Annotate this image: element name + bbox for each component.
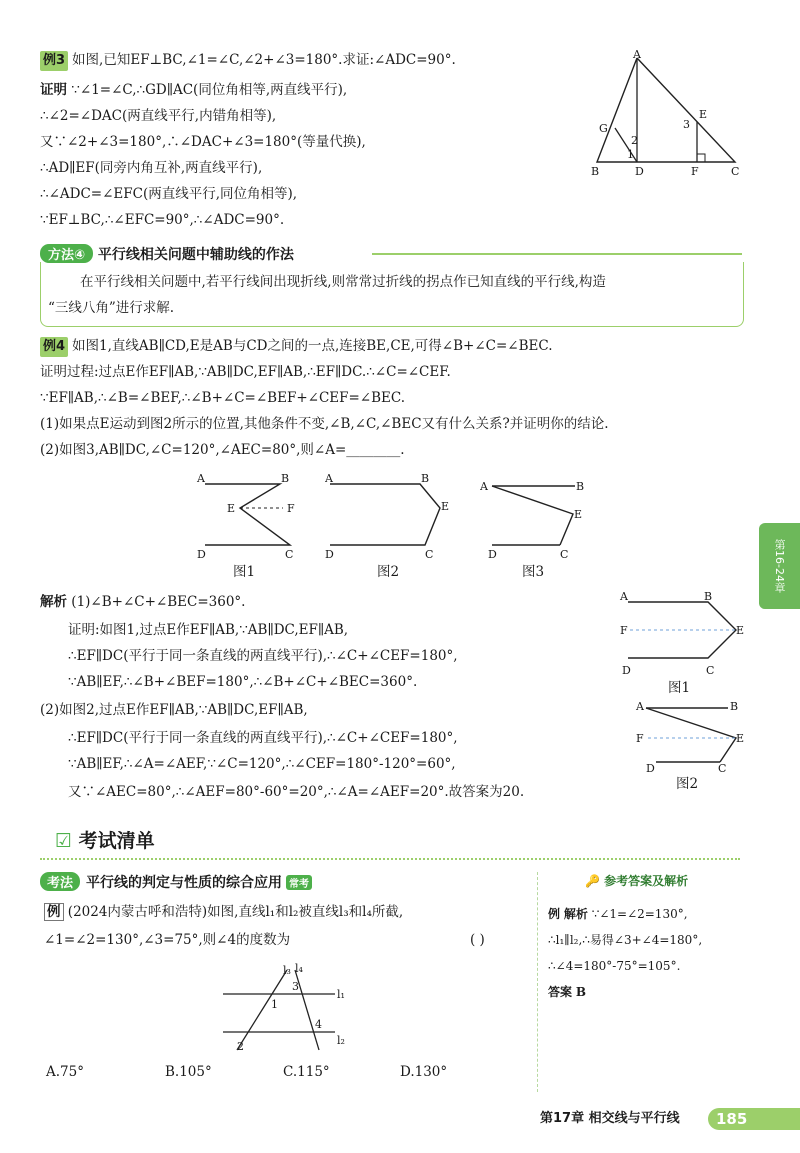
ex3-l1: ∵∠1=∠C,∴GD∥AC(同位角相等,两直线平行), bbox=[71, 82, 348, 98]
svg-text:D: D bbox=[635, 165, 644, 178]
svg-text:E: E bbox=[699, 108, 708, 121]
ex3-label: 例3 bbox=[40, 51, 68, 71]
svg-text:4: 4 bbox=[315, 1018, 322, 1031]
svg-text:l₂: l₂ bbox=[337, 1034, 345, 1047]
analysis-fig1 bbox=[618, 588, 748, 680]
analysis-b4: 又∵∠AEC=80°,∴∠AEF=80°-60°=20°,∴∠A=∠AEF=20°.故答案为20. bbox=[68, 784, 525, 800]
svg-text:B: B bbox=[281, 472, 290, 485]
svg-text:A: A bbox=[325, 472, 333, 485]
svg-text:C: C bbox=[285, 548, 294, 560]
ex4-fig2-caption: 图2 bbox=[377, 564, 400, 580]
exam-q-line-1 bbox=[44, 902, 403, 922]
ex4-fig2 bbox=[325, 470, 450, 560]
exam-answer-paren: ( ) bbox=[470, 932, 485, 948]
analysis-a1 bbox=[40, 592, 245, 612]
svg-text:D: D bbox=[488, 548, 497, 560]
answer-label: 答案 bbox=[548, 985, 573, 999]
exam-q-line-2: ∠1=∠2=130°,∠3=75°,则∠4的度数为 bbox=[44, 932, 291, 948]
analysis-fig2 bbox=[628, 696, 753, 776]
svg-text:E: E bbox=[227, 502, 236, 515]
ex3-proof-line-6: ∵EF⊥BC,∴∠EFC=90°,∴∠ADC=90°. bbox=[40, 212, 285, 228]
svg-text:E: E bbox=[736, 624, 745, 637]
svg-text:G: G bbox=[599, 122, 608, 135]
answer-final bbox=[548, 982, 586, 1002]
answer-l3: ∴∠4=180°-75°=105°. bbox=[548, 959, 681, 973]
exam-figure bbox=[215, 962, 355, 1054]
svg-text:F: F bbox=[287, 502, 295, 515]
svg-text:B: B bbox=[576, 480, 585, 493]
svg-text:E: E bbox=[441, 500, 450, 513]
ex3-statement bbox=[40, 50, 456, 71]
answer-l2: ∴l₁∥l₂,∴易得∠3+∠4=180°, bbox=[548, 933, 703, 947]
ex4-question-2: (2)如图3,AB∥DC,∠C=120°,∠AEC=80°,则∠A=________. bbox=[40, 442, 405, 458]
method-pill: 方法④ bbox=[40, 244, 93, 263]
method-title-text: 平行线相关问题中辅助线的作法 bbox=[97, 247, 294, 263]
option-d[interactable]: D.130° bbox=[400, 1064, 448, 1080]
answer-l1 bbox=[548, 904, 688, 924]
answer-value: B bbox=[575, 985, 586, 999]
analysis-a4: ∵AB∥EF,∴∠B+∠BEF=180°,∴∠B+∠C+∠BEC=360°. bbox=[68, 674, 418, 690]
svg-text:C: C bbox=[731, 165, 740, 178]
ex3-proof-label: 证明 bbox=[40, 82, 67, 98]
ex3-figure bbox=[585, 50, 745, 180]
ex4-question-1: (1)如果点E运动到图2所示的位置,其他条件不变,∠B,∠C,∠BEC又有什么关系?并证明你的结论. bbox=[40, 416, 609, 432]
svg-text:E: E bbox=[736, 732, 745, 745]
answer-jx-label: 解析 bbox=[563, 907, 588, 921]
svg-text:E: E bbox=[574, 508, 583, 521]
svg-text:l₃: l₃ bbox=[283, 964, 291, 977]
ex3-proof-line-4: ∴AD∥EF(同旁内角互补,两直线平行), bbox=[40, 160, 263, 176]
analysis-fig1-caption: 图1 bbox=[668, 680, 691, 696]
ex4-fig3 bbox=[480, 470, 605, 560]
svg-text:B: B bbox=[421, 472, 430, 485]
svg-text:B: B bbox=[704, 590, 713, 603]
svg-text:C: C bbox=[425, 548, 434, 560]
ex3-proof-line-5: ∴∠ADC=∠EFC(两直线平行,同位角相等), bbox=[40, 186, 298, 202]
kaofa-badge: 常考 bbox=[286, 875, 312, 890]
svg-text:D: D bbox=[646, 762, 655, 775]
svg-text:2: 2 bbox=[631, 134, 638, 147]
svg-text:D: D bbox=[325, 548, 334, 560]
svg-text:F: F bbox=[691, 165, 699, 178]
kaofa-title: 平行线的判定与性质的综合应用 bbox=[86, 875, 283, 891]
answer-ex-label: 例 bbox=[548, 907, 561, 921]
ex4-fig1-caption: 图1 bbox=[233, 564, 256, 580]
svg-text:C: C bbox=[706, 664, 715, 677]
analysis-a3: ∴EF∥DC(平行于同一条直线的两直线平行),∴∠C+∠CEF=180°, bbox=[68, 648, 458, 664]
answer-title-text: 参考答案及解析 bbox=[604, 874, 689, 888]
svg-text:B: B bbox=[730, 700, 739, 713]
svg-text:C: C bbox=[560, 548, 569, 560]
svg-text:F: F bbox=[620, 624, 628, 637]
ex4-fig1 bbox=[195, 470, 305, 560]
svg-text:A: A bbox=[197, 472, 205, 485]
option-c[interactable]: C.115° bbox=[283, 1064, 330, 1080]
analysis-b3: ∵AB∥EF,∴∠A=∠AEF,∵∠C=120°,∴∠CEF=180°-120°=60°, bbox=[68, 756, 456, 772]
svg-text:2: 2 bbox=[237, 1040, 244, 1053]
svg-text:A: A bbox=[633, 50, 641, 61]
svg-text:3: 3 bbox=[683, 118, 690, 131]
ex3-proof-line-1 bbox=[40, 80, 347, 100]
chapter-side-tab[interactable]: 第16-24章 bbox=[759, 523, 800, 609]
ex3-proof-line-2: ∴∠2=∠DAC(两直线平行,内错角相等), bbox=[40, 108, 277, 124]
svg-text:A: A bbox=[620, 590, 628, 603]
ex4-line-1 bbox=[40, 336, 553, 357]
kaofa-pill: 考法 bbox=[40, 872, 80, 891]
svg-text:D: D bbox=[622, 664, 631, 677]
svg-text:1: 1 bbox=[627, 148, 634, 161]
ex3-proof-line-3: 又∵∠2+∠3=180°,∴∠DAC+∠3=180°(等量代换), bbox=[40, 134, 366, 150]
svg-text:l₁: l₁ bbox=[337, 988, 345, 1001]
exam-section-title bbox=[55, 826, 155, 853]
svg-text:D: D bbox=[197, 548, 206, 560]
analysis-fig2-caption: 图2 bbox=[676, 776, 699, 792]
answer-l1-text: ∵∠1=∠2=130°, bbox=[591, 907, 688, 921]
ex3-stmt-text: 如图,已知EF⊥BC,∠1=∠C,∠2+∠3=180°.求证:∠ADC=90°. bbox=[72, 52, 456, 68]
svg-text:B: B bbox=[591, 165, 600, 178]
analysis-a2: 证明:如图1,过点E作EF∥AB,∵AB∥DC,EF∥AB, bbox=[68, 622, 349, 638]
answer-title bbox=[585, 872, 688, 889]
svg-text:A: A bbox=[636, 700, 644, 713]
exam-q1: (2024内蒙古呼和浩特)如图,直线l₁和l₂被直线l₃和l₄所截, bbox=[67, 904, 404, 920]
analysis-label: 解析 bbox=[40, 594, 67, 610]
ex4-line-3: ∵EF∥AB,∴∠B=∠BEF,∴∠B+∠C=∠BEF+∠CEF=∠BEC. bbox=[40, 390, 406, 406]
footer-page-number: 185 bbox=[716, 1110, 748, 1128]
ex4-label: 例4 bbox=[40, 337, 68, 357]
svg-text:A: A bbox=[480, 480, 488, 493]
method-dash-line bbox=[372, 253, 742, 255]
method-p2: “三线八角”进行求解. bbox=[48, 300, 175, 316]
analysis-b1: (2)如图2,过点E作EF∥AB,∵AB∥DC,EF∥AB, bbox=[40, 702, 308, 718]
svg-text:l₄: l₄ bbox=[295, 962, 303, 975]
analysis-b2: ∴EF∥DC(平行于同一条直线的两直线平行),∴∠C+∠CEF=180°, bbox=[68, 730, 458, 746]
kaofa-header bbox=[40, 872, 312, 892]
analysis-a1-text: (1)∠B+∠C+∠BEC=360°. bbox=[71, 594, 246, 610]
exam-ex-label: 例 bbox=[44, 903, 64, 921]
exam-section-title-text: 考试清单 bbox=[78, 830, 155, 852]
key-icon: 🔑 bbox=[585, 874, 600, 888]
svg-text:3: 3 bbox=[292, 980, 299, 993]
option-b[interactable]: B.105° bbox=[165, 1064, 212, 1080]
ex4-l1: 如图1,直线AB∥CD,E是AB与CD之间的一点,连接BE,CE,可得∠B+∠C=∠BEC. bbox=[72, 338, 553, 354]
ex4-fig3-caption: 图3 bbox=[522, 564, 545, 580]
ex4-line-2: 证明过程:过点E作EF∥AB,∵AB∥DC,EF∥AB,∴EF∥DC.∴∠C=∠CEF. bbox=[40, 364, 451, 380]
svg-text:F: F bbox=[636, 732, 644, 745]
answer-divider bbox=[537, 872, 538, 1092]
footer-chapter: 第17章 相交线与平行线 bbox=[540, 1111, 680, 1126]
method-title bbox=[40, 244, 294, 264]
svg-text:C: C bbox=[718, 762, 727, 775]
option-a[interactable]: A.75° bbox=[46, 1064, 84, 1080]
exam-section-divider bbox=[40, 858, 740, 860]
checkbox-icon: ☑ bbox=[55, 830, 73, 852]
method-p1: 在平行线相关问题中,若平行线间出现折线,则常常过折线的拐点作已知直线的平行线,构造 bbox=[80, 274, 606, 290]
svg-text:1: 1 bbox=[271, 998, 278, 1011]
